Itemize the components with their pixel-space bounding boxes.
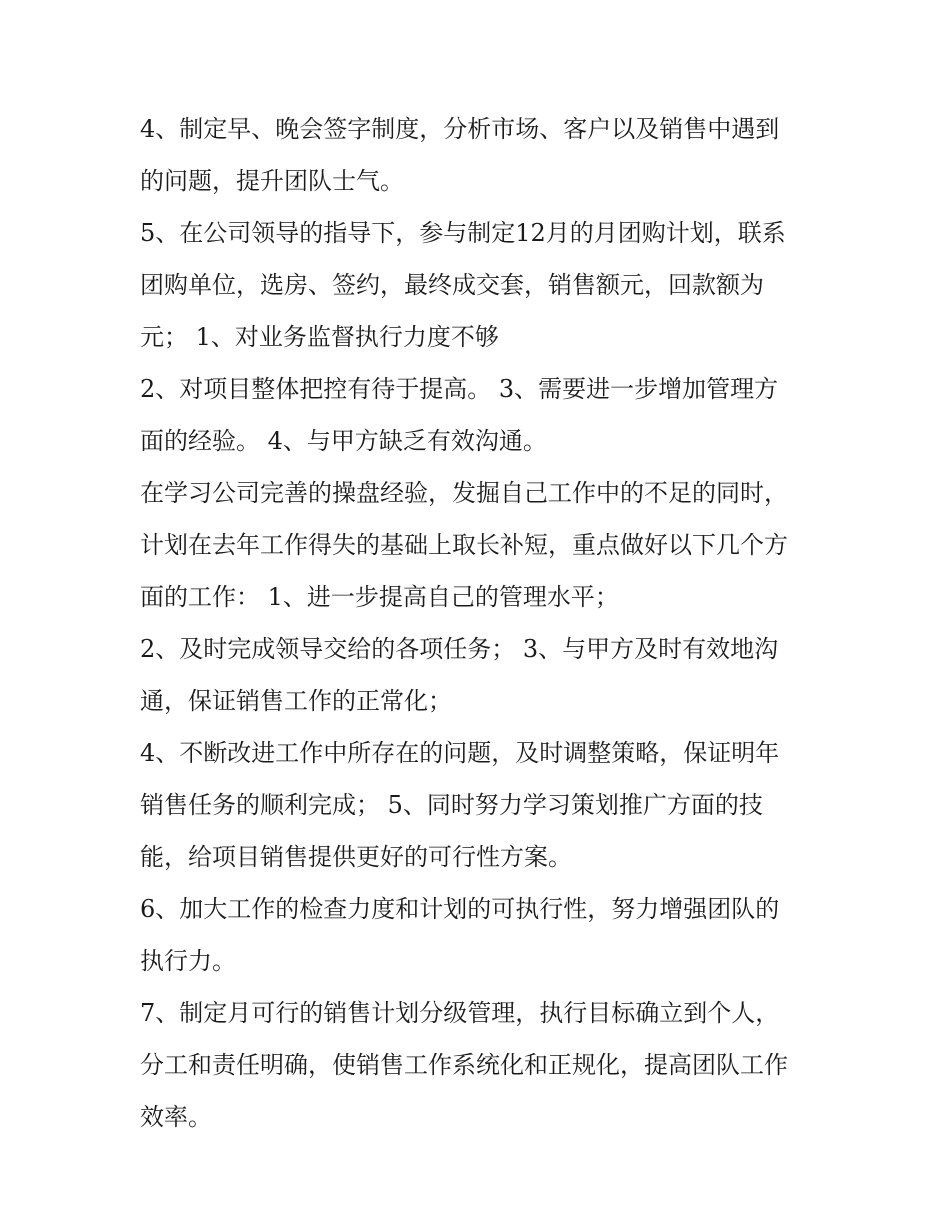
text-line: 2、及时完成领导交给的各项任务； 3、与甲方及时有效地沟 — [140, 635, 779, 663]
text-line: 5、在公司领导的指导下，参与制定12月的月团购计划，联系 — [140, 219, 786, 247]
text-line: 4、不断改进工作中所存在的问题，及时调整策略，保证明年 — [140, 739, 780, 767]
paragraph-plan-7 — [140, 987, 820, 1143]
paragraph-item-5 — [140, 207, 820, 363]
text-line: 在学习公司完善的操盘经验，发掘自己工作中的不足的同时， — [140, 479, 788, 507]
text-line: 6、加大工作的检查力度和计划的可执行性，努力增强团队的 — [140, 895, 780, 923]
paragraph-plan-4-5 — [140, 727, 820, 883]
text-line: 7、制定月可行的销售计划分级管理，执行目标确立到个人， — [140, 999, 780, 1027]
text-line: 分工和责任明确，使销售工作系统化和正规化，提高团队工作 — [140, 1051, 788, 1079]
text-line: 的问题，提升团队士气。 — [140, 167, 404, 195]
text-line: 效率。 — [140, 1103, 212, 1131]
text-line: 销售任务的顺利完成； 5、同时努力学习策划推广方面的技 — [140, 791, 763, 819]
text-line: 4、制定早、晚会签字制度，分析市场、客户以及销售中遇到 — [140, 115, 780, 143]
text-line: 团购单位，选房、签约，最终成交套，销售额元，回款额为 — [140, 271, 764, 299]
text-line: 通，保证销售工作的正常化； — [140, 687, 452, 715]
paragraph-problems — [140, 363, 820, 467]
text-line: 能，给项目销售提供更好的可行性方案。 — [140, 843, 572, 871]
text-line: 面的经验。 4、与甲方缺乏有效沟通。 — [140, 427, 547, 455]
paragraph-plan-intro — [140, 467, 820, 623]
text-line: 元； 1、对业务监督执行力度不够 — [140, 323, 499, 351]
paragraph-plan-6 — [140, 883, 820, 987]
paragraph-plan-2-3 — [140, 623, 820, 727]
text-line: 面的工作： 1、进一步提高自己的管理水平； — [140, 583, 619, 611]
text-line: 2、对项目整体把控有待于提高。 3、需要进一步增加管理方 — [140, 375, 779, 403]
text-line: 计划在去年工作得失的基础上取长补短，重点做好以下几个方 — [140, 531, 788, 559]
document-body — [140, 103, 820, 1143]
text-line: 执行力。 — [140, 947, 236, 975]
paragraph-item-4 — [140, 103, 820, 207]
